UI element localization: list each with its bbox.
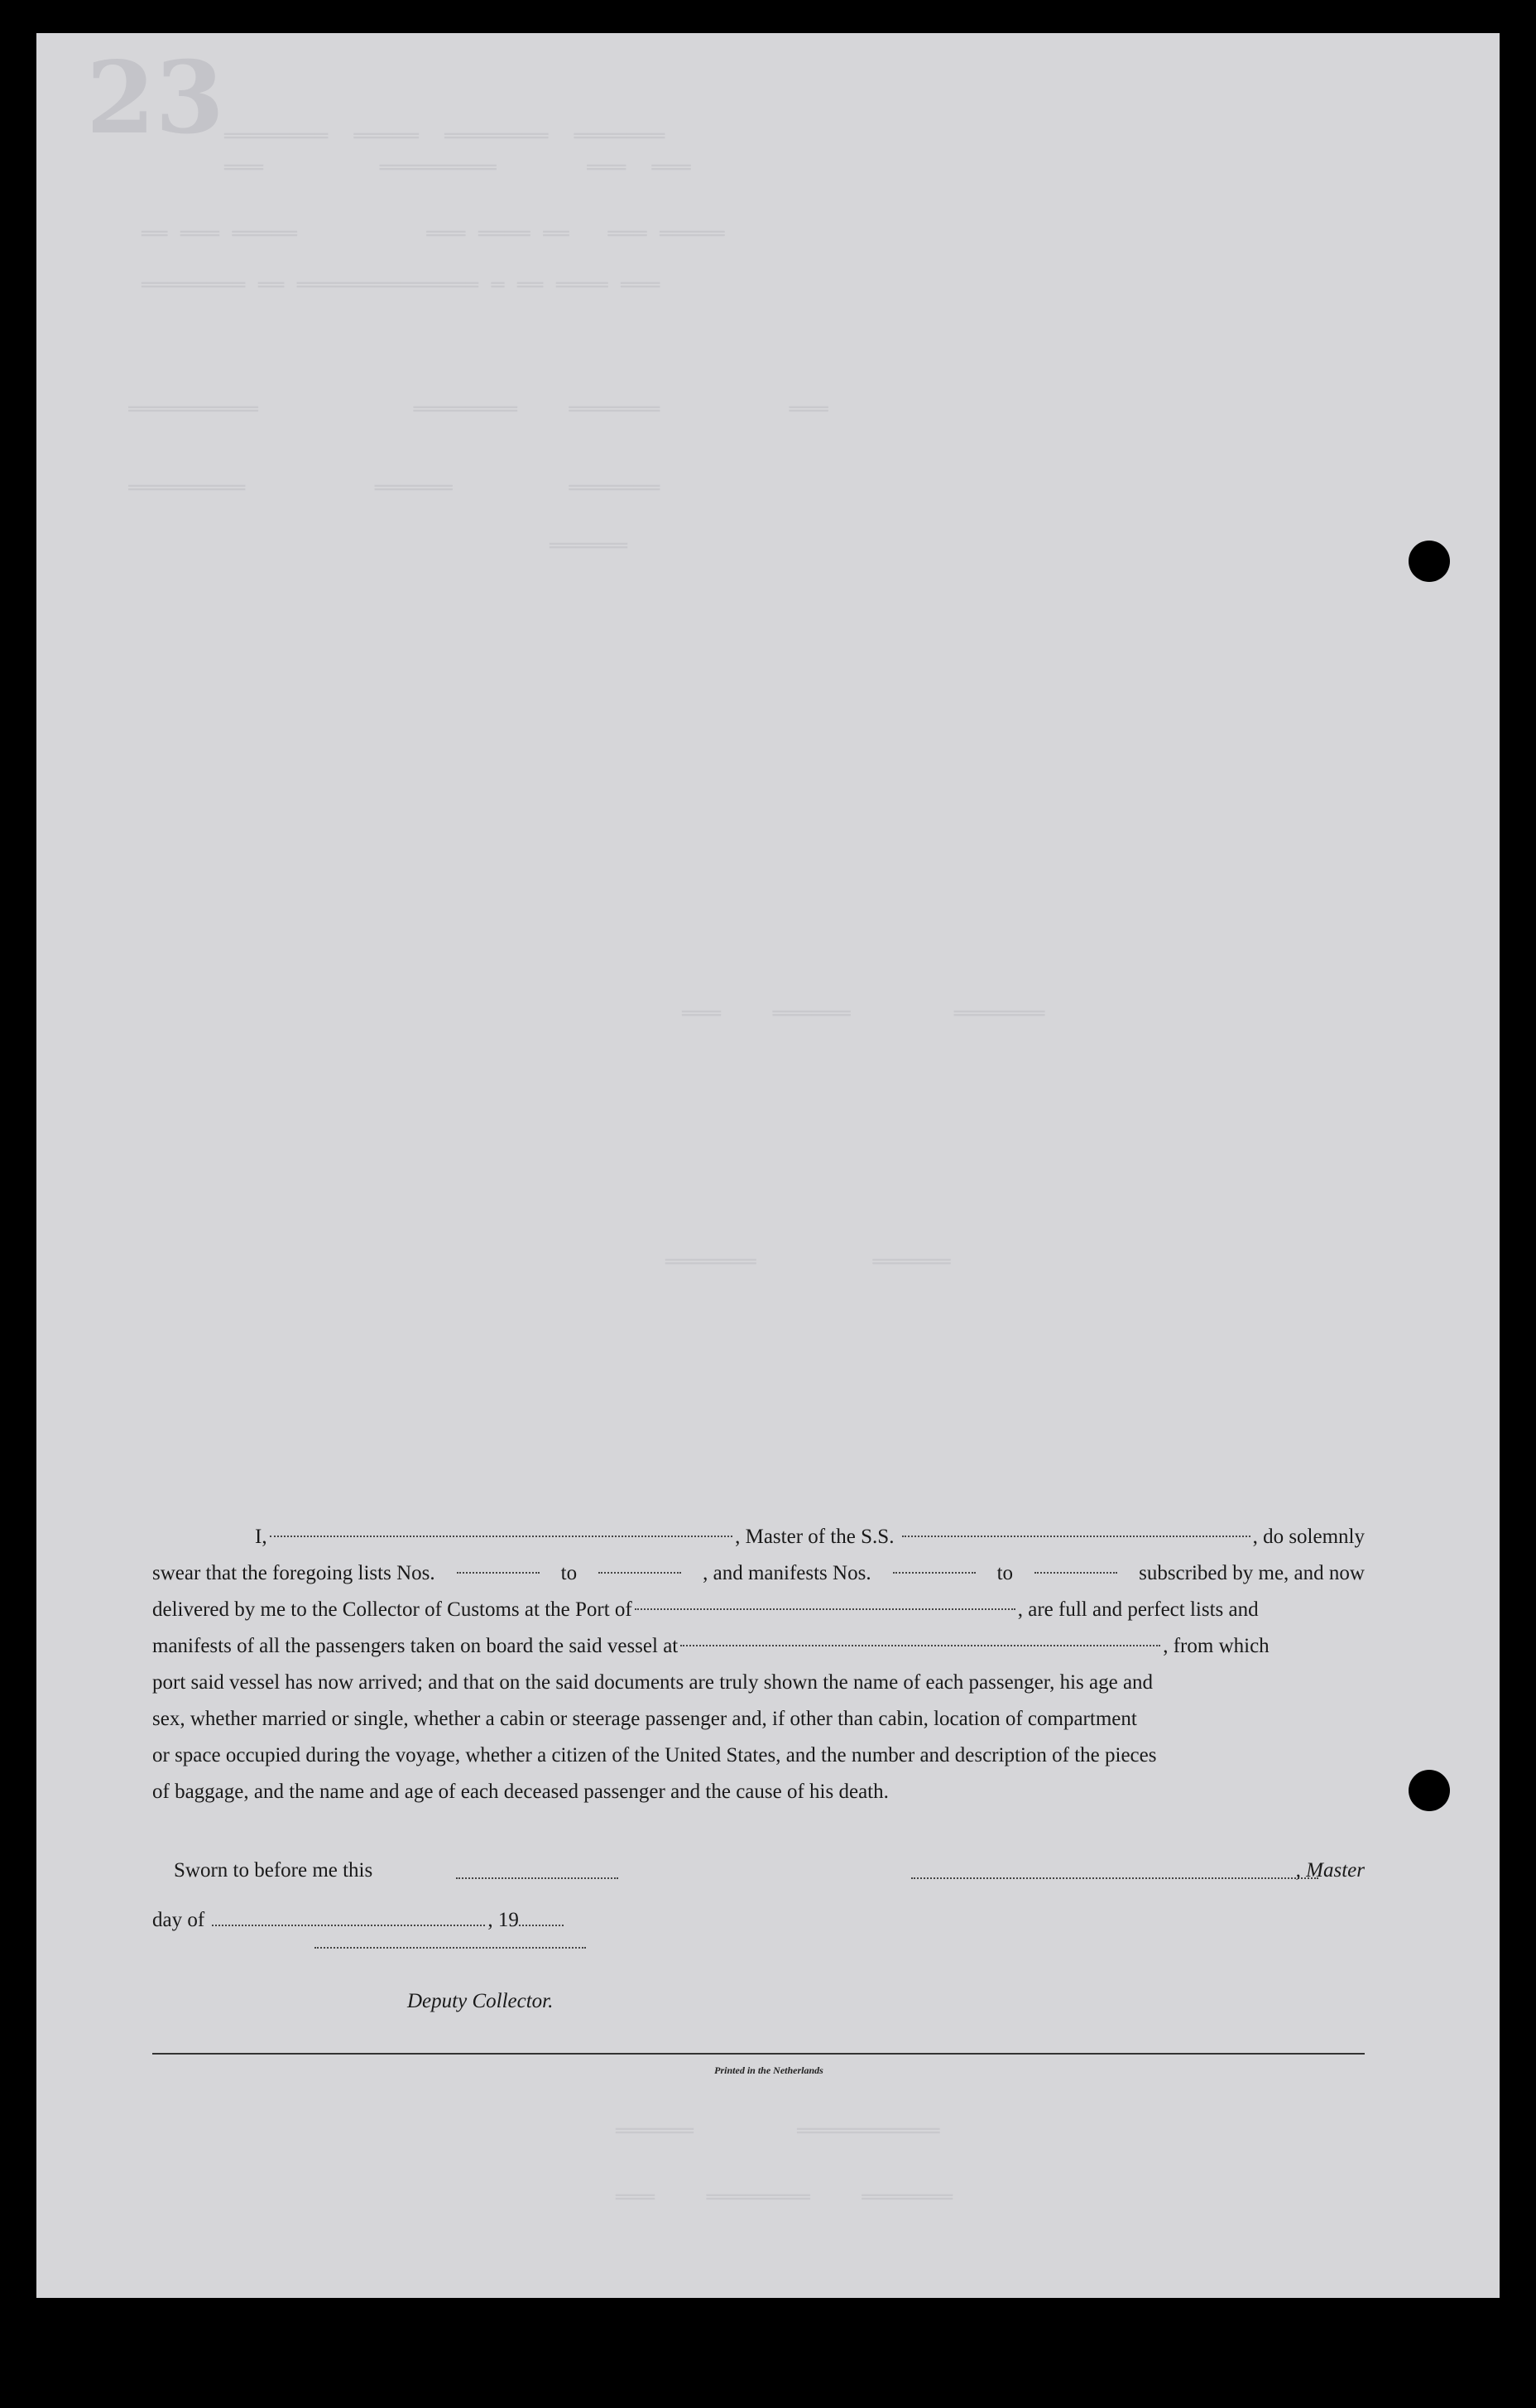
ship-name-blank[interactable] [902, 1519, 1250, 1537]
oath-text: subscribed by me, and now [1139, 1562, 1365, 1584]
master-oath-paragraph [152, 1519, 1365, 1810]
year-prefix: , 19 [487, 1909, 519, 1931]
manifests-from-blank[interactable] [893, 1555, 976, 1574]
oath-text: , do solemnly [1252, 1526, 1365, 1548]
oath-text: sex, whether married or single, whether a cabin or steerage passenger and, if other than cabin, location of compartment [152, 1708, 1137, 1730]
bleed-through-text: ═══ ════════ ═══════ [616, 2185, 953, 2210]
port-of-departure-blank[interactable] [680, 1628, 1160, 1646]
punch-hole [1409, 541, 1450, 582]
sworn-row [152, 1853, 1365, 1889]
bleed-through-text: ═════════ ══════ ═══════ [103, 476, 660, 501]
day-of-row [152, 1902, 566, 1939]
bleed-through-text: ═══════ ══════ [665, 1250, 951, 1275]
day-of-label: day of [152, 1909, 205, 1931]
oath-line [152, 1701, 1365, 1738]
lists-to-blank[interactable] [598, 1555, 681, 1574]
page-number-stamp: 23 [86, 40, 224, 156]
oath-text: or space occupied during the voyage, whether a citizen of the United States, and the number and description of the pieces [152, 1744, 1157, 1766]
oath-text: manifests of all the passengers taken on board the said vessel at [152, 1635, 679, 1657]
oath-text: delivered by me to the Collector of Customs at the Port of [152, 1598, 632, 1621]
oath-text: of baggage, and the name and age of each deceased passenger and the cause of his death. [152, 1781, 889, 1803]
oath-line [152, 1738, 1365, 1774]
master-label: , Master [1295, 1859, 1365, 1882]
lists-from-blank[interactable] [457, 1555, 540, 1574]
oath-text: , Master of the S.S. [735, 1526, 895, 1548]
sworn-label: Sworn to before me this [174, 1859, 373, 1882]
document-page [36, 33, 1500, 2298]
manifests-to-blank[interactable] [1034, 1555, 1117, 1574]
oath-line [152, 1774, 1365, 1810]
deputy-signature-blank[interactable] [314, 1947, 586, 1949]
bleed-through-text: ═══ ══════ ═══════ [682, 1002, 1045, 1026]
port-of-arrival-blank[interactable] [635, 1592, 1015, 1610]
oath-text: , are full and perfect lists and [1017, 1598, 1259, 1621]
printer-imprint: Printed in the Netherlands [714, 2064, 823, 2076]
oath-text: , from which [1163, 1635, 1270, 1657]
footer-rule [152, 2053, 1365, 2055]
deputy-collector-label: Deputy Collector. [407, 1990, 554, 2012]
oath-text: swear that the foregoing lists Nos. [152, 1562, 435, 1584]
oath-line [152, 1519, 1365, 1555]
oath-line [152, 1555, 1365, 1592]
oath-text: to [560, 1562, 578, 1584]
oath-text: port said vessel has now arrived; and that on the said documents are truly shown the name of each passenger, his age and [152, 1671, 1154, 1694]
oath-line [152, 1628, 1365, 1665]
oath-text: , and manifests Nos. [703, 1562, 871, 1584]
bleed-through-text: ════════ ══ ══════════════ ═ ══ ════ ═══ [103, 273, 660, 298]
oath-text: to [996, 1562, 1014, 1584]
bleed-through-text: ═══ ═════════ ═══ ═══ [185, 156, 691, 180]
punch-hole [1409, 1770, 1450, 1811]
master-name-blank[interactable] [270, 1519, 733, 1537]
oath-line [152, 1665, 1365, 1701]
master-signature-blank[interactable] [911, 1861, 1318, 1879]
bleed-through-text: ══════ ═══════════ [616, 2119, 940, 2144]
bleed-through-text: ════════ ═════ ════════ ═══════ [185, 124, 665, 149]
sworn-date-blank[interactable] [456, 1861, 618, 1879]
bleed-through-text: ══════════ ════════ ═══════ ═══ [103, 397, 828, 422]
day-month-blank[interactable] [212, 1908, 485, 1926]
oath-line [152, 1592, 1365, 1628]
year-blank[interactable] [519, 1908, 564, 1926]
oath-text: I, [255, 1526, 267, 1548]
bleed-through-text: ══════ [550, 534, 627, 559]
bleed-through-text: ══ ═══ ═════ ═══ ════ ══ ═══ ═════ [103, 222, 725, 247]
